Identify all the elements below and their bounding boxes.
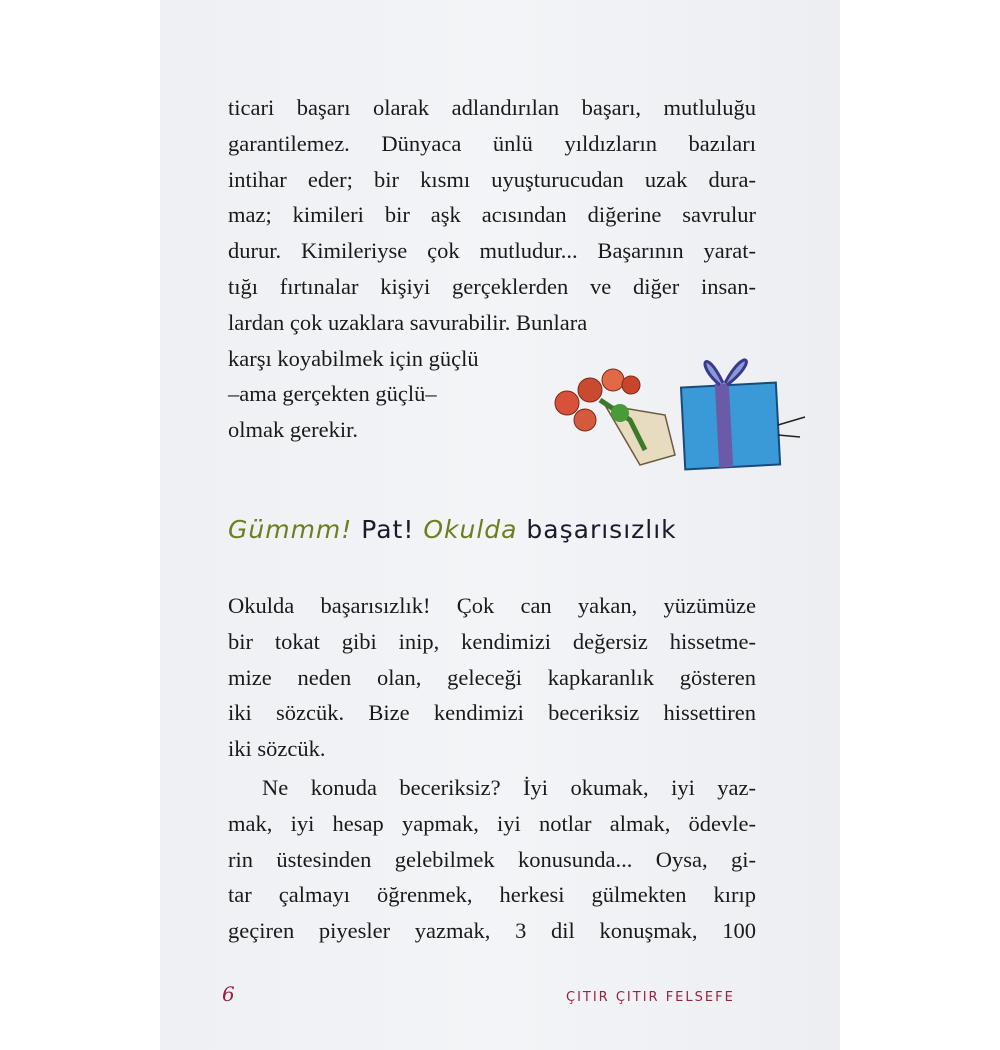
text-line: Ne konuda beceriksiz? İyi okumak, iyi yaz- bbox=[262, 775, 756, 800]
page-number: 6 bbox=[222, 982, 235, 1006]
text-line: iki sözcük. bbox=[228, 736, 326, 762]
text-line: rin üstesinden gelebilmek konusunda... Oysa, gi- bbox=[228, 846, 756, 872]
text-line: geçiren piyesler yazmak, 3 dil konuşmak, 100 bbox=[228, 918, 756, 944]
heading-word: Pat! bbox=[361, 515, 415, 544]
paragraph-2 bbox=[228, 588, 756, 767]
text-line: mize neden olan, geleceği kapkaranlık gösteren bbox=[228, 664, 756, 690]
heading-word: başarısızlık bbox=[526, 515, 677, 544]
gift-box-icon bbox=[681, 360, 805, 469]
text-line: ticari başarı olarak adlandırılan başarı, mutluluğu bbox=[228, 95, 756, 120]
text-line: mak, iyi hesap yapmak, iyi notlar almak, ödevle- bbox=[228, 810, 756, 836]
text-line: garantilemez. Dünyaca ünlü yıldızların bazıları bbox=[228, 130, 756, 156]
text-line: tar çalmayı öğrenmek, herkesi gülmekten kırıp bbox=[228, 882, 756, 908]
text-line: maz; kimileri bir aşk acısından diğerine savrulur bbox=[228, 202, 756, 228]
text-line: karşı koyabilmek için güçlü bbox=[228, 345, 479, 371]
section-heading bbox=[228, 515, 677, 544]
text-line: tığı fırtınalar kişiyi gerçeklerden ve diğer insan- bbox=[228, 273, 756, 299]
text-line: olmak gerekir. bbox=[228, 417, 358, 443]
text-line: durur. Kimileriyse çok mutludur... Başarının yarat- bbox=[228, 238, 756, 264]
text-line: iki sözcük. Bize kendimizi beceriksiz hissettiren bbox=[228, 700, 756, 726]
text-line: Okulda başarısızlık! Çok can yakan, yüzümüze bbox=[228, 593, 756, 618]
paragraph-3 bbox=[228, 770, 756, 949]
text-line: lardan çok uzaklara savurabilir. Bunlara bbox=[228, 309, 588, 335]
text-line: bir tokat gibi inip, kendimizi değersiz hissetme- bbox=[228, 628, 756, 654]
text-line: intihar eder; bir kısmı uyuşturucudan uzak dura- bbox=[228, 166, 756, 192]
flower-bouquet-icon bbox=[555, 369, 675, 465]
flowers-and-gift-illustration bbox=[545, 345, 810, 475]
heading-word: Gümmm! bbox=[228, 515, 353, 544]
heading-word: Okulda bbox=[423, 515, 518, 544]
book-title: ÇITIR ÇITIR FELSEFE bbox=[566, 990, 735, 1005]
text-line: –ama gerçekten güçlü– bbox=[228, 381, 437, 407]
